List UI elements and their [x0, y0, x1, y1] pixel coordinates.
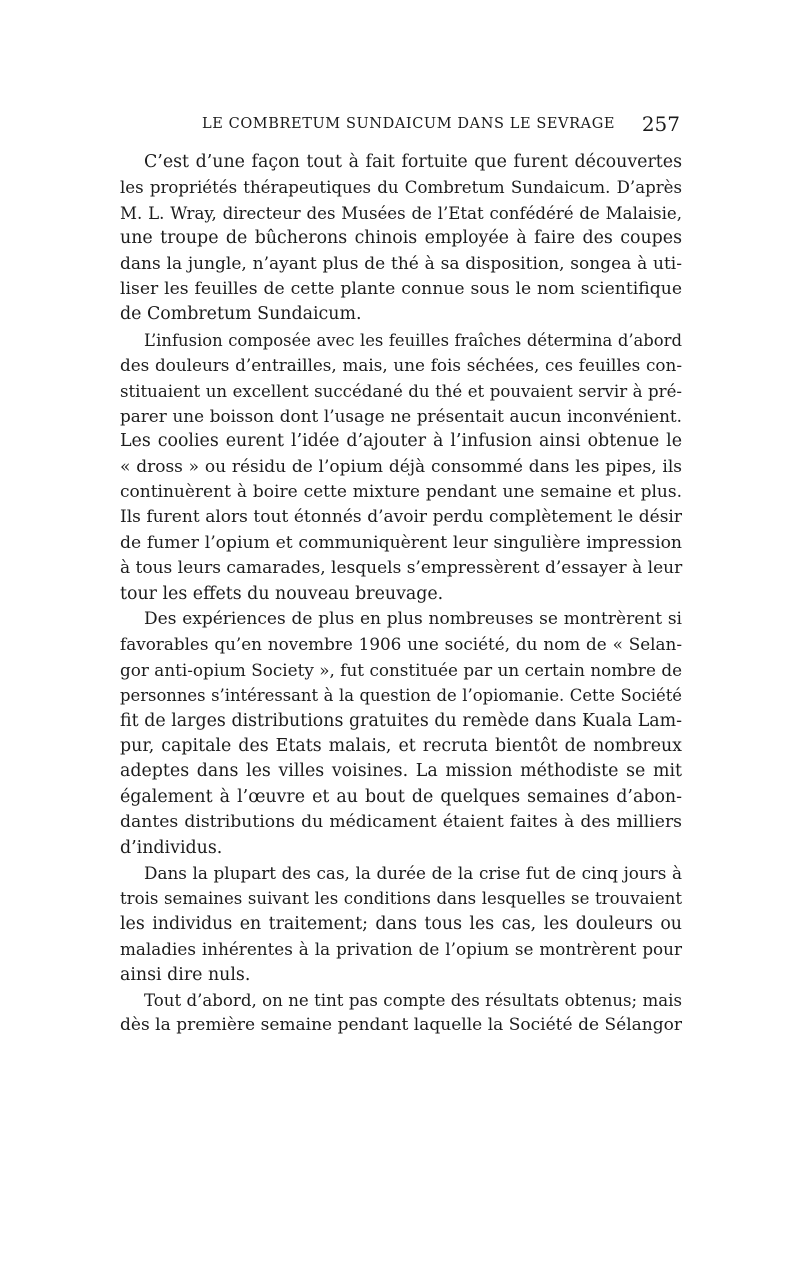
text-line: favorables qu’en novembre 1906 une société, du nom de « Selan-	[120, 634, 682, 655]
text-line: trois semaines suivant les conditions dans lesquelles se trouvaient	[120, 889, 682, 909]
text-line: adeptes dans les villes voisines. La mission méthodiste se mit	[120, 761, 682, 782]
text-line: Tout d’abord, on ne tint pas compte des résultats obtenus; mais	[144, 990, 682, 1010]
text-line: Des expériences de plus en plus nombreuses se montrèrent si	[144, 609, 682, 630]
paragraph-crisis-duration	[120, 861, 682, 988]
text-line: une troupe de bûcherons chinois employée à faire des coupes	[120, 228, 682, 249]
text-line: dans la jungle, n’ayant plus de thé à sa disposition, songea à uti-	[120, 253, 682, 274]
text-line: liser les feuilles de cette plante connue sous le nom scientifique	[120, 278, 682, 299]
text-line: Ils furent alors tout étonnés d’avoir perdu complètement le désir	[120, 507, 682, 528]
text-line: de Combretum Sundaicum.	[120, 304, 362, 325]
paragraph-infusion	[120, 328, 682, 607]
text-line: maladies inhérentes à la privation de l’opium se montrèrent pour	[120, 939, 682, 960]
text-line: personnes s’intéressant à la question de l’opiomanie. Cette Société	[120, 686, 682, 706]
text-line: tour les effets du nouveau breuvage.	[120, 583, 444, 604]
text-line: C’est d’une façon tout à fait fortuite que furent découvertes	[144, 152, 682, 172]
paragraph-society	[120, 607, 682, 861]
text-line: également à l’œuvre et au bout de quelques semaines d’abon-	[120, 786, 682, 807]
text-line: de fumer l’opium et communiquèrent leur singulière impression	[120, 532, 682, 553]
running-head	[202, 112, 680, 140]
text-line: « dross » ou résidu de l’opium déjà consommé dans les pipes, ils	[120, 456, 682, 477]
text-line: M. L. Wray, directeur des Musées de l’Etat confédéré de Malaisie,	[120, 203, 682, 223]
paragraph-results	[120, 988, 682, 1039]
text-line: dantes distributions du médicament étaient faites à des milliers	[120, 812, 682, 833]
text-line: dès la première semaine pendant laquelle la Société de Sélangor	[120, 1015, 682, 1036]
text-line: Dans la plupart des cas, la durée de la crise fut de cinq jours à	[144, 862, 682, 883]
text-line: les propriétés thérapeutiques du Combretum Sundaicum. D’après	[120, 178, 682, 198]
text-line: Les coolies eurent l’idée d’ajouter à l’infusion ainsi obtenue le	[120, 431, 682, 452]
text-line: ainsi dire nuls.	[120, 964, 251, 985]
text-line: d’individus.	[120, 837, 223, 858]
text-line: des douleurs d’entrailles, mais, une fois séchées, ces feuilles con-	[120, 355, 682, 376]
page-number: 257	[641, 112, 680, 136]
text-line: gor anti-opium Society », fut constituée par un certain nombre de	[120, 659, 682, 680]
text-line: les individus en traitement; dans tous les cas, les douleurs ou	[120, 913, 682, 934]
text-line: à tous leurs camarades, lesquels s’empressèrent d’essayer à leur	[120, 558, 683, 579]
body-text	[120, 150, 682, 1039]
paragraph-discovery	[120, 150, 682, 328]
text-line: pur, capitale des Etats malais, et recruta bientôt de nombreux	[120, 735, 682, 756]
text-line: continuèrent à boire cette mixture pendant une semaine et plus.	[120, 482, 682, 503]
text-line: L’infusion composée avec les feuilles fraîches détermina d’abord	[144, 330, 682, 350]
running-title: LE COMBRETUM SUNDAICUM DANS LE SEVRAGE	[202, 116, 616, 132]
text-line: stituaient un excellent succédané du thé et pouvaient servir à pré-	[120, 381, 682, 401]
text-line: parer une boisson dont l’usage ne présentait aucun inconvénient.	[120, 405, 682, 426]
text-line: fit de larges distributions gratuites du remède dans Kuala Lam-	[120, 710, 682, 731]
